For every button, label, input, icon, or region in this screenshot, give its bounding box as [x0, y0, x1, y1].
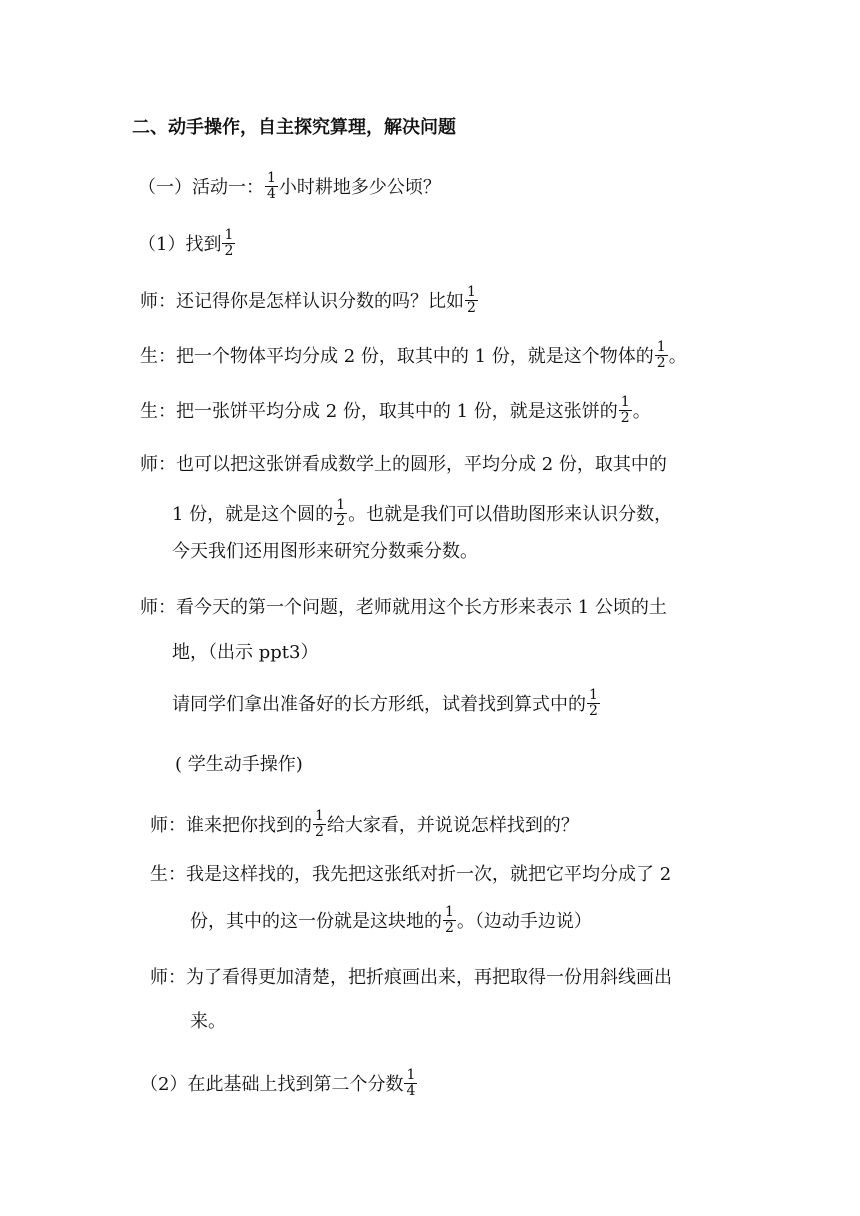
teacher-4-suffix: 给大家看，并说说怎样找到的？ [326, 815, 579, 837]
student-1-suffix: 。 [668, 346, 687, 368]
fraction-denominator: 2 [445, 919, 454, 936]
teacher-line-4 [150, 808, 579, 841]
fraction-denominator: 2 [467, 299, 476, 316]
fraction-denominator: 4 [406, 1082, 416, 1099]
action-note: ( 学生动手操作) [175, 754, 303, 775]
student-2-text: 生：把一张饼平均分成 2 份，取其中的 1 份，就是这张饼的 [140, 401, 618, 423]
student-line-1 [140, 339, 687, 372]
fraction [465, 285, 478, 315]
teacher-2-line-2 [172, 497, 673, 530]
fraction-numerator: 1 [224, 227, 234, 243]
fraction-numerator: 1 [589, 687, 598, 703]
fraction-numerator: 1 [445, 904, 454, 920]
fraction [265, 171, 278, 201]
fraction [619, 395, 632, 425]
section-heading: 二、动手操作，自主探究算理，解决问题 [132, 117, 456, 138]
activity-prefix: （一）活动一： [138, 177, 264, 199]
fraction [655, 340, 668, 370]
fraction-denominator: 2 [620, 409, 630, 426]
step-two-line [140, 1067, 418, 1100]
fraction-numerator: 1 [467, 284, 476, 300]
student-3-line-2-prefix: 份，其中的这一份就是这块地的 [190, 911, 442, 933]
fraction [587, 688, 600, 718]
step-one-prefix: （1）找到 [138, 234, 222, 256]
activity-one-line [138, 170, 441, 203]
fraction-numerator: 1 [406, 1067, 416, 1083]
student-line-2 [140, 394, 651, 427]
fraction-denominator: 2 [589, 702, 598, 719]
fraction [334, 498, 347, 528]
teacher-5-line-2: 来。 [190, 1011, 226, 1032]
teacher-2-line-2-prefix: 1 份，就是这个圆的 [172, 504, 334, 526]
fraction [222, 228, 235, 258]
teacher-2-line-3: 今天我们还用图形来研究分数乘分数。 [172, 541, 478, 562]
student-3-line-2-suffix: 。（边动手边说） [456, 911, 592, 933]
activity-suffix: 小时耕地多少公顷？ [278, 177, 441, 199]
fraction-denominator: 2 [315, 823, 324, 840]
fraction-numerator: 1 [620, 394, 630, 410]
step-one-line [138, 227, 236, 260]
fraction-numerator: 1 [267, 170, 276, 186]
student-3-line-1: 生：我是这样找的，我先把这张纸对折一次，就把它平均分成了 2 [150, 864, 672, 885]
teacher-1-text: 师：还记得你是怎样认识分数的吗？比如 [140, 291, 464, 313]
step-two-prefix: （2）在此基础上找到第二个分数 [140, 1074, 404, 1096]
fraction [404, 1068, 417, 1098]
teacher-3-line-2: 地，（出示 ppt3） [172, 642, 319, 663]
fraction [313, 809, 326, 839]
teacher-3-line-3-prefix: 请同学们拿出准备好的长方形纸，试着找到算式中的 [172, 694, 586, 716]
teacher-3-line-1: 师：看今天的第一个问题，老师就用这个长方形来表示 1 公顷的土 [140, 597, 667, 618]
student-2-suffix: 。 [632, 401, 651, 423]
fraction-denominator: 2 [656, 354, 666, 371]
teacher-2-line-1: 师：也可以把这张饼看成数学上的圆形，平均分成 2 份，取其中的 [140, 454, 667, 475]
student-1-text: 生：把一个物体平均分成 2 份，取其中的 1 份，就是这个物体的 [140, 346, 654, 368]
teacher-4-text: 师：谁来把你找到的 [150, 815, 312, 837]
fraction [443, 905, 456, 935]
teacher-3-line-3 [172, 687, 601, 720]
teacher-2-line-2-suffix: 。也就是我们可以借助图形来认识分数， [348, 504, 673, 526]
fraction-denominator: 2 [224, 242, 234, 259]
teacher-5-line-1: 师：为了看得更加清楚，把折痕画出来，再把取得一份用斜线画出 [150, 967, 672, 988]
fraction-numerator: 1 [656, 339, 666, 355]
fraction-denominator: 2 [336, 512, 346, 529]
fraction-denominator: 4 [267, 185, 276, 202]
fraction-numerator: 1 [336, 497, 346, 513]
teacher-line-1 [140, 284, 479, 317]
student-3-line-2 [190, 904, 592, 937]
fraction-numerator: 1 [315, 808, 324, 824]
